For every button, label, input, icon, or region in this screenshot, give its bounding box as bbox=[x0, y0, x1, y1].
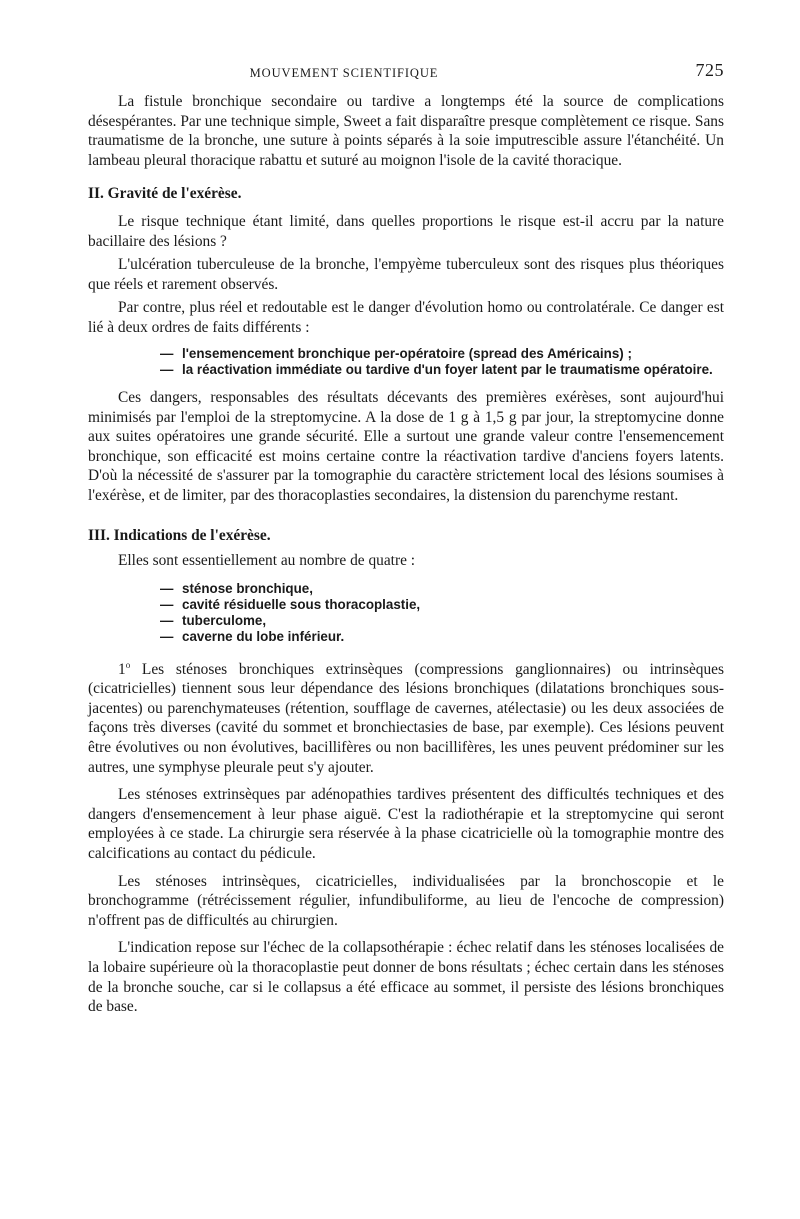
section-title-gravite: II. Gravité de l'exérèse. bbox=[88, 185, 242, 203]
danger-item-text: la réactivation immédiate ou tardive d'un foyer latent par le traumatisme opératoire. bbox=[182, 361, 713, 377]
danger-list bbox=[88, 346, 724, 378]
list-item bbox=[160, 597, 724, 613]
paragraph-intrinseques: Les sténoses intrinsèques, cicatricielles, individualisées par la bronchoscopie et le bronchogramme (rétrécissement régulier, infundibuliforme, au lieu de l'encoche de compression) n'offrent pas de difficultés au chirurgien. bbox=[88, 872, 724, 929]
list-item bbox=[160, 581, 724, 597]
indication-item-text: cavité résiduelle sous thoracoplastie, bbox=[182, 596, 421, 612]
dash-marker: — bbox=[160, 629, 174, 645]
list-item bbox=[160, 629, 724, 645]
dash-marker: — bbox=[160, 361, 174, 377]
dash-marker: — bbox=[160, 596, 174, 612]
document-page bbox=[88, 0, 724, 1017]
page-header bbox=[88, 0, 724, 92]
dash-marker: — bbox=[160, 345, 174, 361]
paragraph-indication: L'indication repose sur l'échec de la collapsothérapie : échec relatif dans les sténoses localisées de la lobaire supérieure où la thoracoplastie peut donner de bons résultats ; échec certain dans les sténoses de la bronche souche, car si le collapsus a été efficace au sommet, il persiste des lésions bronchiques de base. bbox=[88, 939, 724, 1016]
ordinal-mark: o bbox=[125, 659, 131, 670]
indications-list bbox=[88, 581, 724, 646]
paragraph-stenoses bbox=[88, 656, 724, 778]
indication-item-text: caverne du lobe inférieur. bbox=[182, 629, 345, 645]
indication-item-text: sténose bronchique, bbox=[182, 580, 313, 596]
paragraph-ulceration: L'ulcération tuberculeuse de la bronche, l'empyème tuberculeux sont des risques plus théoriques que réels et rarement observés. bbox=[88, 256, 724, 293]
list-item bbox=[160, 346, 724, 362]
dash-marker: — bbox=[160, 613, 174, 629]
paragraph-stenoses-text: Les sténoses bronchiques extrinsèques (compressions ganglionnaires) ou intrinsèques (cicatricielles) tiennent sous leur dépendance des lésions bronchiques (dilatations bronchiques sous-jacentes) ou parenchymateuses (rétention, soufflage de cavernes, atélectasie) ou les deux associées de façons très diverses (cavité du sommet et bronchiectasies de base, par exemple). Ces lésions peuvent être évolutives ou non évolutives, bacillifères ou non bacillifères, les unes peuvent prédominer sur les autres, une symphyse pleurale peut s'y ajouter. bbox=[88, 660, 724, 776]
list-item bbox=[160, 362, 724, 378]
list-item bbox=[160, 613, 724, 629]
danger-item-text: l'ensemencement bronchique per-opératoire (spread des Américains) ; bbox=[182, 345, 632, 361]
item-number: 1 bbox=[118, 660, 126, 678]
paragraph-streptomycine: Ces dangers, responsables des résultats décevants des premières exérèses, sont aujourd'hui minimisés par l'emploi de la streptomycine. A la dose de 1 g à 1,5 g par jour, la streptomycine donne aux suites opératoires une grande sécurité. Elle a surtout une grande valeur contre l'ensemencement bronchique, son efficacité est moins certaine contre la réactivation tardive d'anciens foyers latents. D'où la nécessité de s'assurer par la tomographie du caractère strictement local des lésions soumises à l'exérèse, et de limiter, par des thoracoplasties secondaires, la distension du parenchyme restant. bbox=[88, 388, 724, 504]
running-head: MOUVEMENT SCIENTIFIQUE bbox=[249, 66, 439, 80]
paragraph-risque: Le risque technique étant limité, dans quelles proportions le risque est-il accru par la nature bacillaire des lésions ? bbox=[88, 212, 724, 250]
section-title-indications: III. Indications de l'exérèse. bbox=[88, 526, 271, 544]
paragraph-extrinseques: Les sténoses extrinsèques par adénopathies tardives présentent des difficultés techniques et des dangers d'ensemencement à leur phase aiguë. C'est la radiothérapie et la streptomycine qui seront employées à ce stade. La chirurgie sera réservée à la phase cicatricielle où la tomographie montre des calcifications au contact du pédicule. bbox=[88, 786, 724, 862]
page-number: 725 bbox=[695, 60, 724, 80]
indication-item-text: tuberculome, bbox=[182, 613, 267, 629]
paragraph-danger: Par contre, plus réel et redoutable est le danger d'évolution homo ou controlatérale. Ce danger est lié à deux ordres de faits différents : bbox=[88, 299, 724, 336]
paragraph-quatre: Elles sont essentiellement au nombre de quatre : bbox=[118, 552, 416, 570]
dash-marker: — bbox=[160, 580, 174, 596]
paragraph-fistule: La fistule bronchique secondaire ou tardive a longtemps été la source de complications désespérantes. Par une technique simple, Sweet a fait disparaître presque complètement ce risque. Sans traumatisme de la bronche, une suture à points séparés à la soie imputrescible assure l'étanchéité. Un lambeau pleural thoracique rabattu et suturé au moignon l'isole de la cavité thoracique. bbox=[88, 93, 724, 169]
